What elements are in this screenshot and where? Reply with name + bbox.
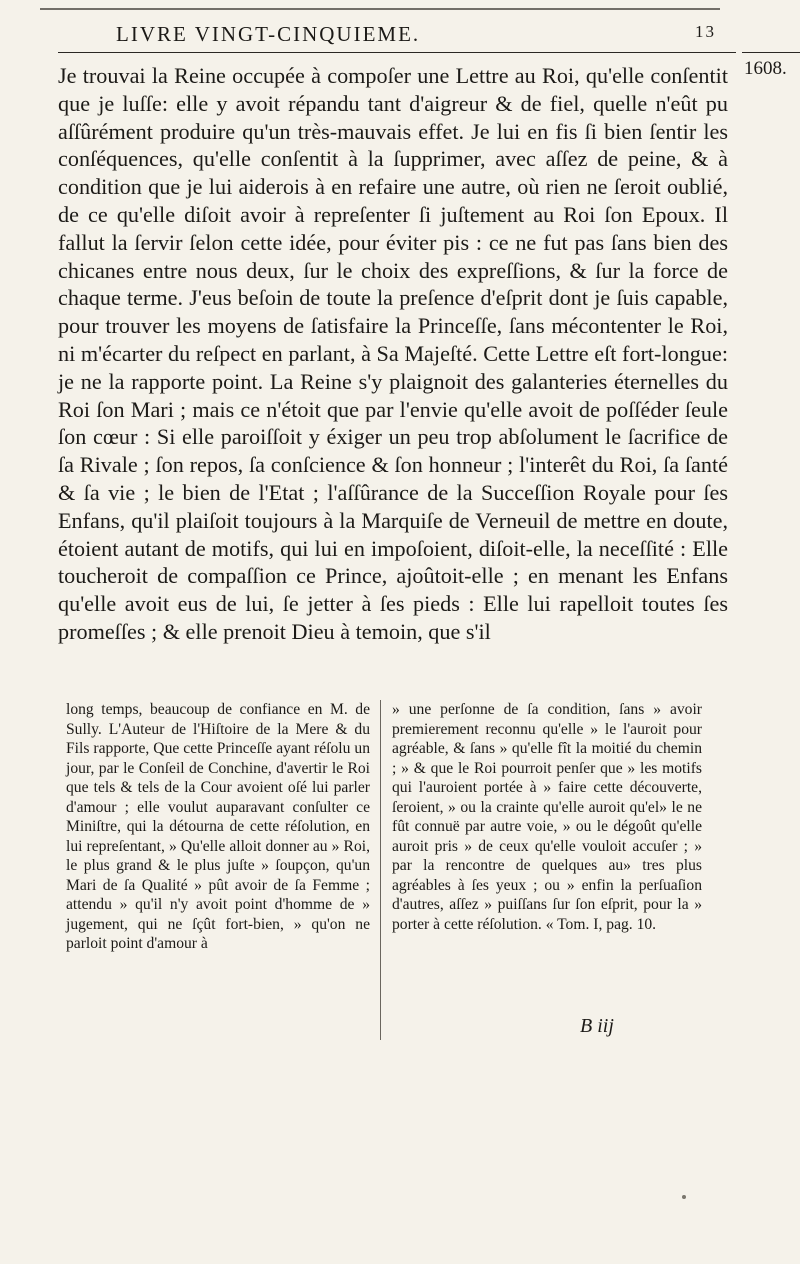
top-rule	[40, 8, 720, 10]
main-paragraph: Je trouvai la Reine occupée à compoſer une Lettre au Roi, qu'elle conſentit que je luſſe: elle y avoit répandu tant d'aigreur & de fiel, quelle n'eût pu aſſûrément produire qu'un très-mauvais effet. Je lui en fis ſi bien ſentir les conſéquences, qu'elle conſentit à la ſupprimer, avec aſſez de peine, & à condition que je lui aiderois à en refaire une autre, où rien ne ſeroit oublié, de ce qu'elle diſoit avoir à repreſenter ſi juſtement au Roi ſon Epoux. Il fallut la ſervir ſelon cette idée, pour éviter pis : ce ne fut pas ſans bien des chicanes entre nous deux, ſur le choix des expreſſions, & ſur la force de chaque terme. J'eus beſoin de toute la preſence d'eſprit dont je ſuis capable, pour trouver les moyens de ſatisfaire la Princeſſe, ſans mécontenter le Roi, ni m'écarter du reſpect en parlant, à Sa Majeſté. Cette Lettre eſt fort-longue: je ne la rapporte point. La Reine s'y plaignoit des galanteries éternelles du Roi ſon Mari ; mais ce n'étoit que par l'envie qu'elle avoit de poſſéder ſeule ſon cœur : Si elle paroiſſoit y éxiger un peu trop abſolument le ſacrifice de ſa Rivale ; ſon repos, ſa conſcience & ſon honneur ; l'interêt du Roi, ſa ſanté & ſa vie ; le bien de l'Etat ; l'aſſûrance de la Succeſſion Royale pour ſes Enfans, qu'il plaiſoit toujours à la Marquiſe de Verneuil de mettre en doute, étoient autant de motifs, qui lui en impoſoient, diſoit-elle, la neceſſité : Elle toucheroit de compaſſion ce Prince, ajoûtoit-elle ; en menant les Enfans qu'elle avoit eus de lui, ſe jetter à ſes pieds : Elle lui rapelloit toutes ſes promeſſes ; & elle prenoit Dieu à temoin, que s'il	[58, 63, 728, 644]
ink-dot	[682, 1195, 686, 1199]
page-number: 13	[695, 22, 716, 41]
footnote-right-column: » une perſonne de ſa condition, ſans » avoir premierement reconnu qu'elle » le l'auroit pour agréable, & ſans » qu'elle fît la moitié du chemin ; » & que le Roi pourroit penſer que » les motifs qui l'auroient portée à » faire cette découverte, ſeroient, » ou la crainte qu'elle auroit qu'el» le ne fût connuë par autre voie, » ou le dégoût qu'elle auroit pris » de ceux qu'elle vouloit accuſer ; » par la rencontre de quelques au» tres plus agréables à ſes yeux ; ou » enfin la perſuaſion d'autres, aſſez » puiſſans ſur ſon eſprit, pour la » porter à cette réſolution. « Tom. I, pag. 10.	[392, 701, 702, 933]
header-rule	[58, 52, 736, 53]
running-title: LIVRE VINGT-CINQUIEME.	[116, 22, 421, 46]
main-text	[58, 62, 728, 646]
margin-year: 1608.	[744, 58, 787, 79]
signature-mark: B iij	[580, 1015, 614, 1037]
margin-rule	[742, 52, 800, 53]
footnote-left-column: long temps, beaucoup de confiance en M. de Sully. L'Auteur de l'Hiſtoire de la Mere & du Fils rapporte, Que cette Princeſſe ayant réſolu un jour, par le Conſeil de Conchine, d'avertir le Roi que tels & tels de la Cour avoient oſé lui parler d'amour ; elle voulut auparavant conſulter ce Miniſtre, qui la détourna de cette réſolution, en lui repreſentant, » Qu'elle alloit donner au » Roi, le plus grand & le plus juſte » ſoupçon, qu'un Mari de ſa Qualité » pût avoir de ſa Femme ; attendu » qu'il n'y avoit point d'homme de » jugement, qui ne ſçût fort-bien, » qu'on ne parloit point d'amour à	[66, 701, 370, 952]
column-divider	[380, 700, 381, 1040]
